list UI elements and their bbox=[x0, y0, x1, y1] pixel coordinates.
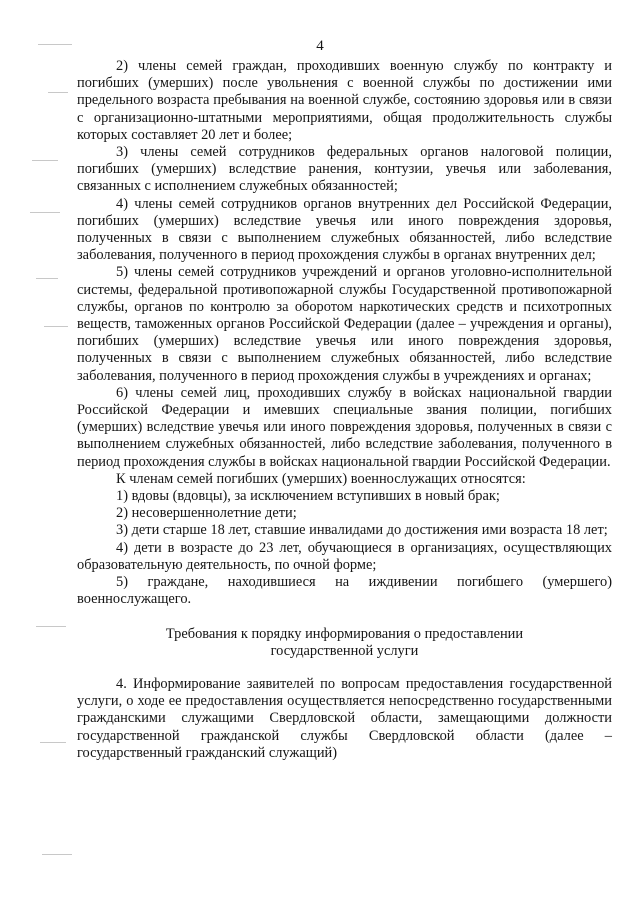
section-title-line-2: государственной услуги bbox=[270, 642, 419, 659]
list-item-dependents: 5) граждане, находившиеся на иждивении погибшего (умершего) военнослужащего. bbox=[77, 574, 612, 608]
scan-artifact bbox=[36, 626, 66, 627]
document-body bbox=[77, 58, 612, 762]
section-title-line-1: Требования к порядку информирования о предоставлении bbox=[165, 625, 524, 642]
list-item-disabled-children: 3) дети старше 18 лет, ставшие инвалидами до достижения ими возраста 18 лет; bbox=[116, 522, 608, 539]
scan-artifact bbox=[44, 326, 68, 327]
scan-artifact bbox=[48, 92, 68, 93]
list-item-students: 4) дети в возрасте до 23 лет, обучающиеся в организациях, осуществляющих образовательную деятельность, по очной форме; bbox=[77, 539, 612, 573]
scan-artifact bbox=[36, 278, 58, 279]
scan-artifact bbox=[40, 742, 66, 743]
paragraph-item-5: 5) члены семей сотрудников учреждений и органов уголовно-исполнительной системы, федеральной противопожарной службы Государственной противопожарной службы, органов по контролю за оборотом наркотических средств и психотропных веществ, таможенных органов Российской Федерации (далее – учреждения и органы), погибших (умерших) вследствие увечья или иного повреждения здоровья, полученных в связи с выполнением служебных обязанностей, либо вследствие заболевания, полученного в период прохождения службы в учреждениях и органах; bbox=[77, 264, 612, 384]
paragraph-item-2: 2) члены семей граждан, проходивших военную службу по контракту и погибших (умерших) после увольнения с военной службы по достижении ими предельного возраста пребывания на военной службе, состоянию здоровья или в связи с организационно-штатными мероприятиями, общая продолжительность службы которых составляет 20 лет и более; bbox=[77, 58, 612, 143]
scan-artifact bbox=[38, 44, 72, 45]
section-title bbox=[77, 626, 612, 660]
paragraph-item-3: 3) члены семей сотрудников федеральных органов налоговой полиции, погибших (умерших) вследствие ранения, контузии, увечья или заболевания, связанных с исполнением служебных обязанностей; bbox=[77, 144, 612, 195]
list-item-minors: 2) несовершеннолетние дети; bbox=[116, 505, 297, 522]
page-number: 4 bbox=[316, 38, 324, 54]
paragraph-family-members-intro: К членам семей погибших (умерших) военнослужащих относятся: bbox=[116, 470, 526, 487]
list-item-widows: 1) вдовы (вдовцы), за исключением вступивших в новый брак; bbox=[116, 488, 500, 505]
scan-artifact bbox=[30, 212, 60, 213]
scan-artifact bbox=[32, 160, 58, 161]
paragraph-item-4: 4) члены семей сотрудников органов внутренних дел Российской Федерации, погибших (умерших) вследствие увечья или иного повреждения здоровья, полученных в связи с выполнением служебных обязанностей, либо вследствие заболевания, полученного в период прохождения службы в органах внутренних дел; bbox=[77, 195, 612, 264]
scan-artifact bbox=[42, 854, 72, 855]
paragraph-informing: 4. Информирование заявителей по вопросам предоставления государственной услуги, о ходе ее предоставления осуществляется непосредственно государственными гражданскими служащими Свердловской области, замещающими должности государственной гражданской службы Свердловской области (далее – государственный гражданский служащий) bbox=[77, 675, 612, 761]
paragraph-item-6: 6) члены семей лиц, проходивших службу в войсках национальной гвардии Российской Федерации и имевших специальные звания полиции, погибших (умерших) вследствие увечья или иного повреждения здоровья, полученных в связи с выполнением служебных обязанностей, либо вследствие заболевания, полученного в период прохождения службы в войсках национальной гвардии Российской Федерации. bbox=[77, 384, 612, 470]
